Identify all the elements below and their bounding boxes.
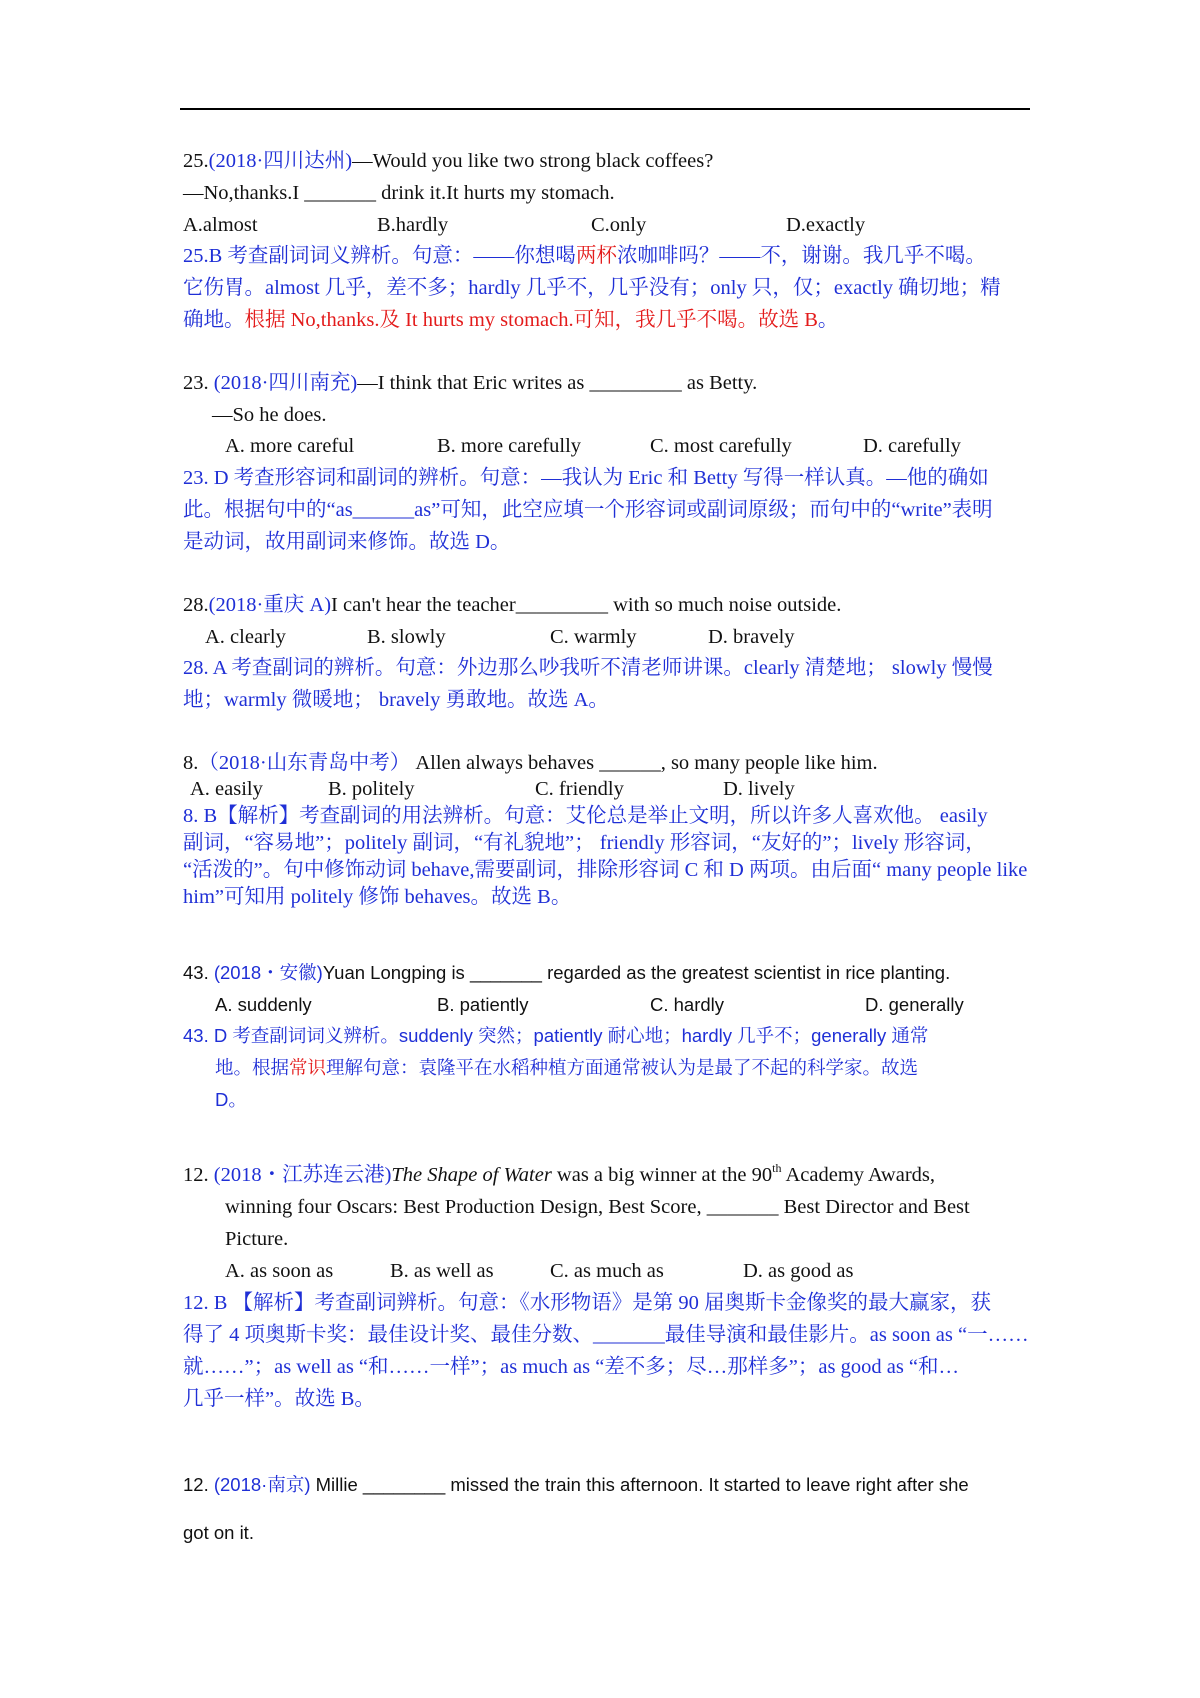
q43-answer-line2: 地。根据常识理解句意：袁隆平在水稻种植方面通常被认为是最了不起的科学家。故选 [215,1057,919,1078]
q12a-answer-line3: 就……”；as well as “和……一样”；as much as “差不多；尽…那样多”；as good as “和… [183,1356,960,1378]
q8-option-d: D. lively [723,778,795,800]
q23-option-d: D. carefully [863,435,961,457]
q12a-stem-line3: Picture. [225,1228,289,1250]
q28-option-c: C. warmly [550,626,637,648]
q43-option-d: D. generally [865,994,964,1015]
q43-option-c: C. hardly [650,994,725,1015]
q23-option-c: C. most carefully [650,435,792,457]
q25-option-b: B.hardly [377,214,449,236]
q23-stem: 23. (2018·四川南充)—I think that Eric writes as _________ as Betty. [183,372,758,394]
q12a-option-a: A. as soon as [225,1260,334,1282]
q43-option-b: B. patiently [437,994,529,1015]
q12a-stem-line2: winning four Oscars: Best Production Design, Best Score, _______ Best Director and Best [225,1196,970,1218]
q25-answer-line3: 确地。根据 No,thanks.及 It hurts my stomach.可知，我几乎不喝。故选 B。 [183,309,839,331]
q23-line2: —So he does. [212,404,327,426]
q25-answer-line2: 它伤胃。almost 几乎，差不多；hardly 几乎不，几乎没有；only 只，仅；exactly 确切地；精 [183,277,1001,299]
q43-option-a: A. suddenly [215,994,312,1015]
q12a-answer-line1: 12. B 【解析】考查副词辨析。句意：《水形物语》是第 90 届奥斯卡金像奖的最大赢家，获 [183,1292,992,1314]
q43-answer-line1: 43. D 考查副词词义辨析。suddenly 突然；patiently 耐心地；hardly 几乎不；generally 通常 [183,1025,929,1046]
q25-answer-line1: 25.B 考查副词词义辨析。句意：——你想喝两杯浓咖啡吗？——不，谢谢。我几乎不喝。 [183,245,986,267]
q8-answer-line2: 副词，“容易地”；politely 副词，“有礼貌地”； friendly 形容词，“友好的”；lively 形容词， [183,832,986,854]
q8-answer-line3: “活泼的”。句中修饰动词 behave,需要副词，排除形容词 C 和 D 两项。由后面“ many people like [183,859,1028,881]
q8-option-a: A. easily [190,778,263,800]
q12b-line2: got on it. [183,1522,254,1543]
q28-option-d: D. bravely [708,626,795,648]
q12a-answer-line4: 几乎一样”。故选 B。 [183,1388,375,1410]
q28-option-a: A. clearly [205,626,286,648]
q8-answer-line4: him”可知用 politely 修饰 behaves。故选 B。 [183,886,572,908]
q12a-stem: 12. (2018・江苏连云港)The Shape of Water was a big winner at the 90th Academy Awards, [183,1161,936,1186]
q28-answer-line2: 地；warmly 微暖地； bravely 勇敢地。故选 A。 [183,689,609,711]
q25-option-c: C.only [591,214,647,236]
q12a-answer-line2: 得了 4 项奥斯卡奖：最佳设计奖、最佳分数、_______最佳导演和最佳影片。as soon as “一…… [183,1324,1029,1346]
q25-stem: 25.(2018·四川达州)—Would you like two strong black coffees? [183,150,714,172]
q43-stem: 43. (2018・安徽)Yuan Longping is _______ regarded as the greatest scientist in rice planting. [183,962,951,983]
q8-answer-line1: 8. B【解析】考查副词的用法辨析。句意：艾伦总是举止文明，所以许多人喜欢他。 easily [183,805,988,827]
q28-answer-line1: 28. A 考查副词的辨析。句意：外边那么吵我听不清老师讲课。clearly 清楚地； slowly 慢慢 [183,657,993,679]
q28-option-b: B. slowly [367,626,446,648]
q8-stem: 8.（2018·山东青岛中考） Allen always behaves ______, so many people like him. [183,752,878,774]
q23-answer-line2: 此。根据句中的“as______as”可知，此空应填一个形容词或副词原级；而句中的“write”表明 [183,499,993,521]
q12a-option-b: B. as well as [390,1260,494,1282]
q23-answer-line1: 23. D 考查形容词和副词的辨析。句意：—我认为 Eric 和 Betty 写得一样认真。—他的确如 [183,467,989,489]
q8-option-c: C. friendly [535,778,624,800]
q12a-option-d: D. as good as [743,1260,854,1282]
q23-answer-line3: 是动词，故用副词来修饰。故选 D。 [183,531,511,553]
q43-answer-line3: D。 [215,1089,247,1110]
q23-option-a: A. more careful [225,435,355,457]
q12a-option-c: C. as much as [550,1260,664,1282]
q25-option-d: D.exactly [786,214,866,236]
q25-option-a: A.almost [183,214,258,236]
q8-option-b: B. politely [328,778,415,800]
q12b-stem: 12. (2018·南京) Millie ________ missed the train this afternoon. It started to leave right after she [183,1474,969,1495]
q23-option-b: B. more carefully [437,435,582,457]
q25-line2: —No,thanks.I _______ drink it.It hurts my stomach. [183,182,615,204]
header-rule [180,108,1030,110]
q28-stem: 28.(2018·重庆 A)I can't hear the teacher_________ with so much noise outside. [183,594,842,616]
